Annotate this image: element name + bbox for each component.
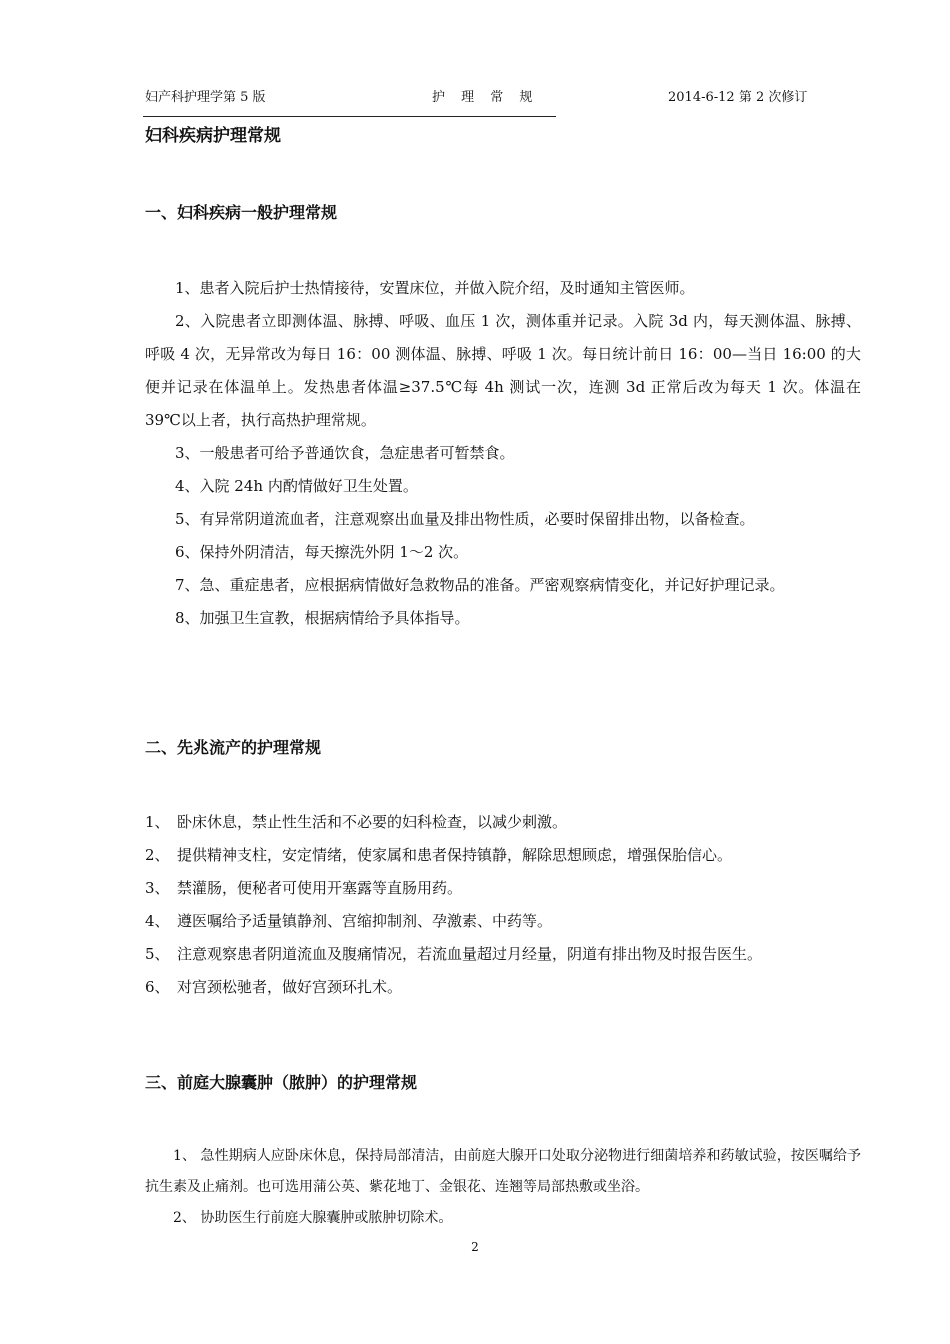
list-item-text: 提供精神支柱，安定情绪，使家属和患者保持镇静，解除思想顾虑，增强保胎信心。: [177, 846, 733, 864]
section-3-paragraph: 2、 协助医生行前庭大腺囊肿或脓肿切除术。: [173, 1210, 453, 1226]
section-1-paragraph: 8、加强卫生宣教，根据病情给予具体指导。: [175, 609, 470, 627]
section-3-paragraph: 1、 急性期病人应卧床休息，保持局部清洁，由前庭大腺开口处取分泌物进行细菌培养和药敏试验，按医嘱给予抗生素及止痛剂。也可选用蒲公英、紫花地丁、金银花、连翘等局部热敷或坐浴。: [145, 1148, 861, 1195]
list-item-number: 2、: [145, 846, 170, 864]
page-header: [0, 86, 950, 106]
list-item-number: 6、: [145, 978, 170, 996]
list-item-text: 遵医嘱给予适量镇静剂、宫缩抑制剂、孕激素、中药等。: [177, 912, 553, 930]
section-1-paragraph: 7、急、重症患者，应根据病情做好急救物品的准备。严密观察病情变化，并记好护理记录。: [175, 576, 785, 594]
header-revision-date: 2014-6-12 第 2 次修订: [668, 90, 808, 105]
list-item: [145, 905, 861, 938]
section-1-paragraph: 2、入院患者立即测体温、脉搏、呼吸、血压 1 次，测体重并记录。入院 3d 内，每天测体温、脉搏、呼吸 4 次，无异常改为每日 16：00 测体温、脉搏、呼吸 1 次。每日统计前日 16：00—当日 16:00 的大便并记录在体温单上。发热患者体温≥37.5℃每 4h 测试一次，连测 3d 正常后改为每天 1 次。体温在 39℃以上者，执行高热护理常规。: [145, 312, 861, 429]
document-title: 妇科疾病护理常规: [145, 126, 281, 146]
list-item-text: 注意观察患者阴道流血及腹痛情况，若流血量超过月经量，阴道有排出物及时报告医生。: [177, 945, 763, 963]
list-item-text: 禁灌肠，便秘者可使用开塞露等直肠用药。: [177, 879, 463, 897]
list-item-number: 4、: [145, 912, 170, 930]
list-item: [145, 938, 861, 971]
section-2-heading: 二、先兆流产的护理常规: [145, 738, 322, 757]
header-book-title: 妇产科护理学第 5 版: [145, 90, 266, 105]
section-2-list: [145, 806, 861, 1004]
page-number: 2: [471, 1240, 479, 1254]
section-1-paragraph: 6、保持外阴清洁，每天擦洗外阴 1～2 次。: [175, 543, 469, 561]
list-item-number: 3、: [145, 879, 170, 897]
section-1-paragraph: 1、患者入院后护士热情接待，安置床位，并做入院介绍，及时通知主管医师。: [175, 279, 695, 297]
header-divider: [143, 116, 556, 117]
section-1-paragraph: 4、入院 24h 内酌情做好卫生处置。: [175, 477, 418, 495]
section-1-paragraph: 3、一般患者可给予普通饮食，急症患者可暂禁食。: [175, 444, 515, 462]
list-item-number: 1、: [145, 813, 170, 831]
list-item-number: 5、: [145, 945, 170, 963]
section-1-paragraph: 5、有异常阴道流血者，注意观察出血量及排出物性质，必要时保留排出物，以备检查。: [175, 510, 755, 528]
list-item-text: 卧床休息，禁止性生活和不必要的妇科检查，以减少刺激。: [177, 813, 568, 831]
section-1-heading: 一、妇科疾病一般护理常规: [145, 203, 338, 222]
header-section-title: 护 理 常 规: [432, 90, 539, 105]
section-1-body: [145, 272, 861, 635]
section-3-heading: 三、前庭大腺囊肿（脓肿）的护理常规: [145, 1073, 418, 1092]
list-item: [145, 971, 861, 1004]
list-item: [145, 839, 861, 872]
list-item: [145, 806, 861, 839]
list-item: [145, 872, 861, 905]
section-3-body: [145, 1141, 861, 1234]
list-item-text: 对宫颈松驰者，做好宫颈环扎术。: [177, 978, 403, 996]
